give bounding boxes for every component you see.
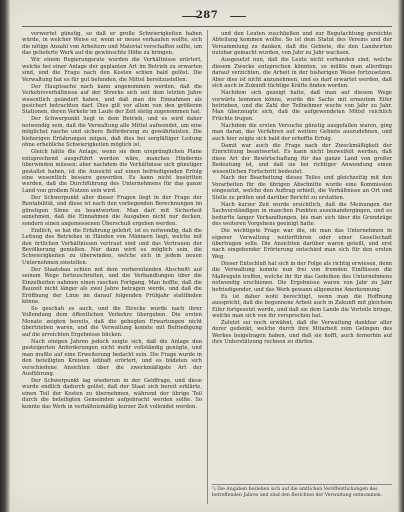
paragraph: Gleich hätte die Anlage, wenn sie dem ursprünglichen Plane entsprechend ausgeführt worden wäre, manches Hindernis überwinden müssen; aber nachdem die Verhältnisse sich günstiger gestaltet haben, ist die Aussicht auf einen befriedigenden Erfolg eine wesentlich bessere geworden. Es kann nicht bestritten werden, daß die Durchführung des Unternehmens für das ganze Land von großem Nutzen sein wird. — [22, 149, 202, 194]
paragraph: und den Leuten zuschließen und zur Begutachtung gereichte Abteilung kommen wollte. So ist dem Statut des Vereins und der Versammlung zu danken, daß die Gebiete, die den Landwirten nutzbar gemacht wurden, von Jahr zu Jahr wachsen. — [212, 31, 392, 57]
page-header — [22, 10, 392, 24]
left-column — [22, 31, 202, 503]
paragraph: Der Staatsbau schien mit dem vorbereitenden Abschnitt auf seinem Wege fortzuschreiten, und die Verhandlungen über die Einzelheiten nahmen einen raschen Fortgang. Man hoffte, daß die Bauzeit nicht länger als zwei Jahre betragen werde, und daß die Eröffnung der Linie im darauf folgenden Frühjahr stattfinden könne. — [22, 266, 202, 306]
paragraph: Nachdem sich gezeigt hatte, daß man auf diesem Wege vorwärts kommen könne, wurde die Sache mit erneutem Eifer betrieben, und die Zahl der Teilnehmer wuchs von Jahr zu Jahr. Man überzeugte sich, daß die aufgewendeten Mittel reichlich Früchte trugen. — [212, 90, 392, 122]
paragraph: Wir einem Regierungsrate wurden die Verhältnisse erörtert, welche bei einer Anlage der geplanten Art im Betrieb zu erwarten sind, und die Frage nach den Kosten schien bald gelöst. Die Verwaltung hat es für gut befunden, die Mittel bereitzustellen. — [22, 57, 202, 83]
paragraph: Nach kurzer Zeit wurde ersichtlich, daß die Meinungen der Sachverständigen in manchen Punkten auseinandergingen, und es bedurfte langer Verhandlungen, bis man sich über die Grundzüge des weiteren Vorgehens geeinigt hatte. — [212, 201, 392, 228]
paragraph: Damit war auch die Frage nach der Zweckmäßigkeit der Einrichtung beantwortet. Es kann nicht bezweifelt werden, daß diese Art der Bewirtschaftung für das ganze Land von großer Bedeutung ist, und daß sie bei richtiger Anwendung einen wesentlichen Fortschritt bedeutet. — [212, 142, 392, 175]
page-number: 287 — [195, 10, 219, 21]
paragraph: Ausgesetzt nun, daß die Leute nicht vorhanden sind, welche diesem Zwecke entsprechen könnten, so müßte man allerdings darauf verzichten, die Arbeit in der bisherigen Weise fortzusetzen. Aber dies ist nicht anzunehmen, und es darf erwartet werden, daß sich auch in Zukunft tüchtige Kräfte finden werden. — [212, 57, 392, 90]
paragraph: Nachdem die ersten Versuche günstig ausgefallen waren, ging man daran, das Verfahren auf weitere Gebiete auszudehnen, und auch hier zeigte sich bald der erhoffte Erfolg. — [212, 122, 392, 142]
paragraph: Der Schwerpunkt aller dieser Fragen liegt in der Frage der Rentabilität, und diese ist nach den vorliegenden Berechnungen im günstigen Sinne zu beantworten. Man darf mit Sicherheit annehmen, daß die Einnahmen die Ausgaben nicht nur decken, sondern einen angemessenen Überschuß ergeben werden. — [22, 194, 202, 227]
paragraph: Nach der Bearbeitung dieses Teiles und gleichzeitig mit den Vorarbeiten für die übrigen Abschnitte wurde eine Kommission eingesetzt, welche den Auftrag erhielt, die Verhältnisse an Ort und Stelle zu prüfen und darüber Bericht zu erstatten. — [212, 175, 392, 201]
paragraph: verwertet günstig, so daß er große Schwierigkeiten haben würde, in welcher Weise er, wenn er neues verkaufen wollte, sich die nötige Anzahl von Arbeitern und Material verschaffen sollte, um das gelieferte Werk auf die gewünschte Höhe zu bringen. — [22, 31, 202, 57]
book-binding-edge — [0, 0, 10, 512]
paragraph: Der Hauptsache nach kann angenommen werden, daß die Verkehrsverhältnisse auf der Strecke sich seit dem letzten Jahre wesentlich geändert haben, und daß man die Einnahmen als gesichert betrachten darf. Dies gilt vor allem von den größeren Stationen, deren Verkehr im Laufe der Zeit stetig zugenommen hat. — [22, 83, 202, 116]
paragraph: So geschah es auch, und die Strecke wurde nach ihrer Vollendung dem öffentlichen Verkehre übergeben. Die ersten Monate zeigten bereits, daß die gehegten Erwartungen nicht übertrieben waren, und die Verwaltung konnte mit Befriedigung auf die erreichten Ergebnisse blicken. — [22, 306, 202, 338]
paragraph: Nach einigen Jahren jedoch zeigte sich, daß die Anlage den gesteigerten Anforderungen nicht mehr vollständig genügte, und man mußte auf eine Erweiterung bedacht sein. Die Frage wurde in den beteiligten Kreisen lebhaft erörtert, und es bildeten sich verschiedene Ansichten über die zweckmäßigste Art der Ausführung. — [22, 338, 202, 378]
paragraph: Der Schwerpunkt lag wiederum in der Geldfrage, und diese wurde endlich dadurch gelöst, daß der Staat sich bereit erklärte, einen Teil der Kosten zu übernehmen, während der übrige Teil durch die beteiligten Gemeinden aufgebracht werden sollte. So konnte das Werk in verhältnismäßig kurzer Zeit vollendet werden. — [22, 378, 202, 410]
header-dash-right — [230, 16, 246, 17]
paragraph: Dieser Entschluß hat sich in der Folge als richtig erwiesen, denn die Verwaltung konnte nun frei von fremden Einflüssen die Maßregeln treffen, welche ihr für das Gedeihen des Unternehmens notwendig erschienen. Die Ergebnisse waren von Jahr zu Jahr befriedigender, und das Werk gewann allgemeine Anerkennung. — [212, 260, 392, 293]
column-divider — [207, 30, 208, 504]
paragraph: Die wichtigste Frage war die, ob man das Unternehmen in eigener Verwaltung weiterführen oder einer Gesellschaft übertragen solle. Die Ansichten darüber waren geteilt, und erst nach eingehender Erörterung entschied man sich für den ersten Weg. — [212, 228, 392, 260]
page-edge — [398, 0, 404, 512]
paragraph: Zuletzt sei noch erwähnt, daß die Verwaltung dankbar aller derer gedenkt, welche durch ihre Mitarbeit zum Gelingen des Werkes beigetragen haben, und daß sie hofft, auch fernerhin auf ihre Unterstützung rechnen zu dürfen. — [212, 319, 392, 346]
paragraph: Endlich, so hat die Erfahrung gelehrt, ist es notwendig, daß die Leitung des Betriebes in Händen von Männern liegt, welche mit den örtlichen Verhältnissen vertraut sind und das Vertrauen der Bevölkerung genießen. Nur dann wird es möglich sein, die Schwierigkeiten zu überwinden, welche sich in jedem neuen Unternehmen einstellen. — [22, 227, 202, 266]
footnote: ¹) Die Angaben beziehen sich auf die amtlichen Veröffentlichungen des betreffenden Jahres und sind den Berichten der Verwaltung entnommen. — [212, 484, 392, 498]
paragraph: Es ist daher wohl berechtigt, wenn man die Hoffnung ausspricht, daß die begonnene Arbeit auch in Zukunft mit gleichem Eifer fortgesetzt werde, und daß sie dem Lande die Vorteile bringe, welche man sich von ihr versprochen hat. — [212, 293, 392, 319]
header-rule — [22, 26, 392, 27]
paragraph: Der Schwerpunkt liegt in dem Betrieb, und es wird daher notwendig sein, daß die Verwaltung alle Mittel aufwendet, um eine möglichst rasche und sichere Beförderung zu gewährleisten. Die bisherigen Erfahrungen zeigen, daß dies bei sorgfältiger Leitung ohne erhebliche Schwierigkeiten möglich ist. — [22, 116, 202, 149]
right-column — [212, 31, 392, 481]
